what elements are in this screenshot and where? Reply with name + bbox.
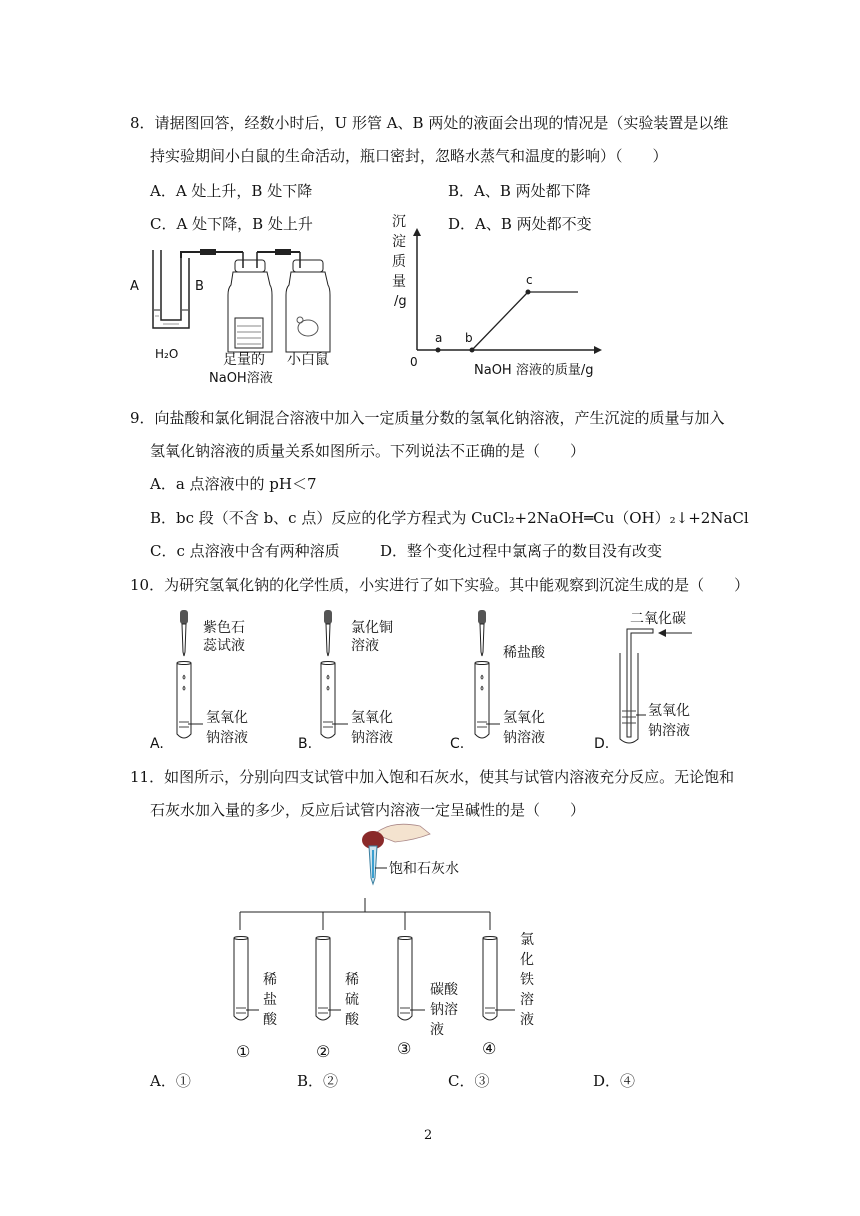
q10-tube-d <box>592 603 722 753</box>
q11-option-a: A．① <box>150 1072 191 1090</box>
tube-4-char-3: 铁 <box>520 972 534 988</box>
point-a <box>436 348 441 353</box>
graph-ylabel-1: 沉 <box>392 214 406 230</box>
tube-c-reagent1: 稀盐酸 <box>503 645 545 661</box>
tube-3-char-1: 碳酸 <box>430 982 458 998</box>
q8-stem-line1: 8．请据图回答，经数小时后，U 形管 A、B 两处的液面会出现的情况是（实验装置是以维 <box>130 114 729 132</box>
point-b-label: b <box>465 331 473 345</box>
q8-graph <box>390 210 620 380</box>
q10-tube-b <box>296 608 426 753</box>
tube-1-char-3: 酸 <box>263 1012 277 1028</box>
tube-4-number: ④ <box>482 1039 497 1058</box>
q8-option-b: B．A、B 两处都下降 <box>448 182 591 200</box>
bottle2-label: 小白鼠 <box>287 352 329 368</box>
tube-c-letter: C. <box>450 736 465 752</box>
q11-tube-4 <box>482 932 534 1058</box>
tube-d-reagent1: 二氧化碳 <box>630 611 686 627</box>
q11-tube-2 <box>316 937 360 1062</box>
q11-tube-3 <box>397 937 459 1059</box>
naoh-bottle <box>228 260 272 352</box>
q11-option-c: C．③ <box>448 1072 490 1090</box>
tube-1-char-2: 盐 <box>263 992 277 1008</box>
label-b: B <box>195 279 204 294</box>
q8-option-d: D．A、B 两处都不变 <box>448 215 592 233</box>
q11-stem-line2: 石灰水加入量的多少，反应后试管内溶液一定呈碱性的是（ ） <box>150 801 586 819</box>
tube-d-sol1: 氢氧化 <box>648 703 690 719</box>
tube-4-char-5: 液 <box>520 1012 534 1028</box>
graph-ylabel-3: 质 <box>392 254 406 270</box>
bottle1-label-line1: 足量的 <box>223 352 265 368</box>
tube-1-number: ① <box>236 1042 251 1061</box>
tube-2-char-2: 硫 <box>345 992 359 1008</box>
tube-a-sol1: 氢氧化 <box>206 710 248 726</box>
tube-1-char-1: 稀 <box>263 972 277 988</box>
tube-a-reagent2: 蕊试液 <box>203 638 245 654</box>
graph-ylabel-4: 量 <box>392 274 406 290</box>
q8-stem-line2: 持实验期间小白鼠的生命活动，瓶口密封，忽略水蒸气和温度的影响）（ ） <box>150 147 668 165</box>
tube-b-letter: B. <box>298 736 313 752</box>
q8-apparatus-figure <box>125 240 329 390</box>
page-number: 2 <box>424 1128 433 1143</box>
q11-tube-1 <box>234 937 278 1062</box>
tube-2-char-3: 酸 <box>345 1012 359 1028</box>
graph-xlabel: NaOH 溶液的质量/g <box>474 363 594 378</box>
q11-option-d: D．④ <box>593 1072 636 1090</box>
tube-b-sol1: 氢氧化 <box>351 710 393 726</box>
q10-tube-c <box>448 608 578 753</box>
q9-option-c: C．c 点溶液中含有两种溶质 <box>150 542 340 560</box>
q11-figure <box>225 820 545 1065</box>
tube-a-sol2: 钠溶液 <box>206 730 248 746</box>
q9-stem-line2: 氢氧化钠溶液的质量关系如图所示。下列说法不正确的是（ ） <box>150 442 586 460</box>
point-a-label: a <box>435 331 443 345</box>
q9-stem-line1: 9．向盐酸和氯化铜混合溶液中加入一定质量分数的氢氧化钠溶液，产生沉淀的质量与加入 <box>130 409 725 427</box>
tube-3-char-2: 钠溶 <box>430 1002 458 1018</box>
tube-a-reagent1: 紫色石 <box>203 620 245 636</box>
tube-b-reagent2: 溶液 <box>351 638 379 654</box>
tube-b-reagent1: 氯化铜 <box>351 620 393 636</box>
tube-3-char-3: 液 <box>430 1022 444 1038</box>
bottle1-label-line2: NaOH溶液 <box>209 371 273 386</box>
tube-c-sol2: 钠溶液 <box>503 730 545 746</box>
tube-2-char-1: 稀 <box>345 972 359 988</box>
q8-option-a: A．A 处上升，B 处下降 <box>150 182 313 200</box>
tube-c-sol1: 氢氧化 <box>503 710 545 726</box>
tube-3-number: ③ <box>397 1039 412 1058</box>
tube-b-sol2: 钠溶液 <box>351 730 393 746</box>
connector <box>200 249 216 255</box>
q9-option-b: B．bc 段（不含 b、c 点）反应的化学方程式为 CuCl₂+2NaOH═Cu（OH）₂↓+2NaCl <box>150 509 749 527</box>
tube-4-char-1: 氯 <box>520 932 534 948</box>
label-a: A <box>130 279 139 294</box>
water-label: H₂O <box>155 347 179 361</box>
q9-option-a: A．a 点溶液中的 pH＜7 <box>150 475 317 493</box>
tube-2-number: ② <box>316 1042 331 1061</box>
line-bc <box>472 292 528 350</box>
tube-d-sol2: 钠溶液 <box>648 723 690 739</box>
tube-4-char-4: 溶 <box>520 992 534 1008</box>
tube-d-letter: D. <box>594 736 610 752</box>
q11-option-b: B．② <box>297 1072 339 1090</box>
mouse-bottle <box>286 260 330 352</box>
graph-origin: 0 <box>410 355 418 369</box>
dropper-label: 饱和石灰水 <box>389 861 459 877</box>
q10-tube-a <box>148 608 278 753</box>
q10-stem: 10．为研究氢氧化钠的化学性质，小实进行了如下实验。其中能观察到沉淀生成的是（ ） <box>130 576 750 594</box>
q8-option-c: C．A 处下降，B 处上升 <box>150 215 313 233</box>
point-c-label: c <box>526 273 533 287</box>
q9-option-d: D．整个变化过程中氯离子的数目没有改变 <box>380 542 663 560</box>
q11-stem-line1: 11．如图所示，分别向四支试管中加入饱和石灰水，使其与试管内溶液充分反应。无论饱和 <box>130 768 735 786</box>
graph-ylabel-2: 淀 <box>392 234 406 250</box>
tube-a-letter: A. <box>150 736 164 752</box>
graph-ylabel-unit: /g <box>394 294 407 309</box>
tube-4-char-2: 化 <box>520 952 534 968</box>
